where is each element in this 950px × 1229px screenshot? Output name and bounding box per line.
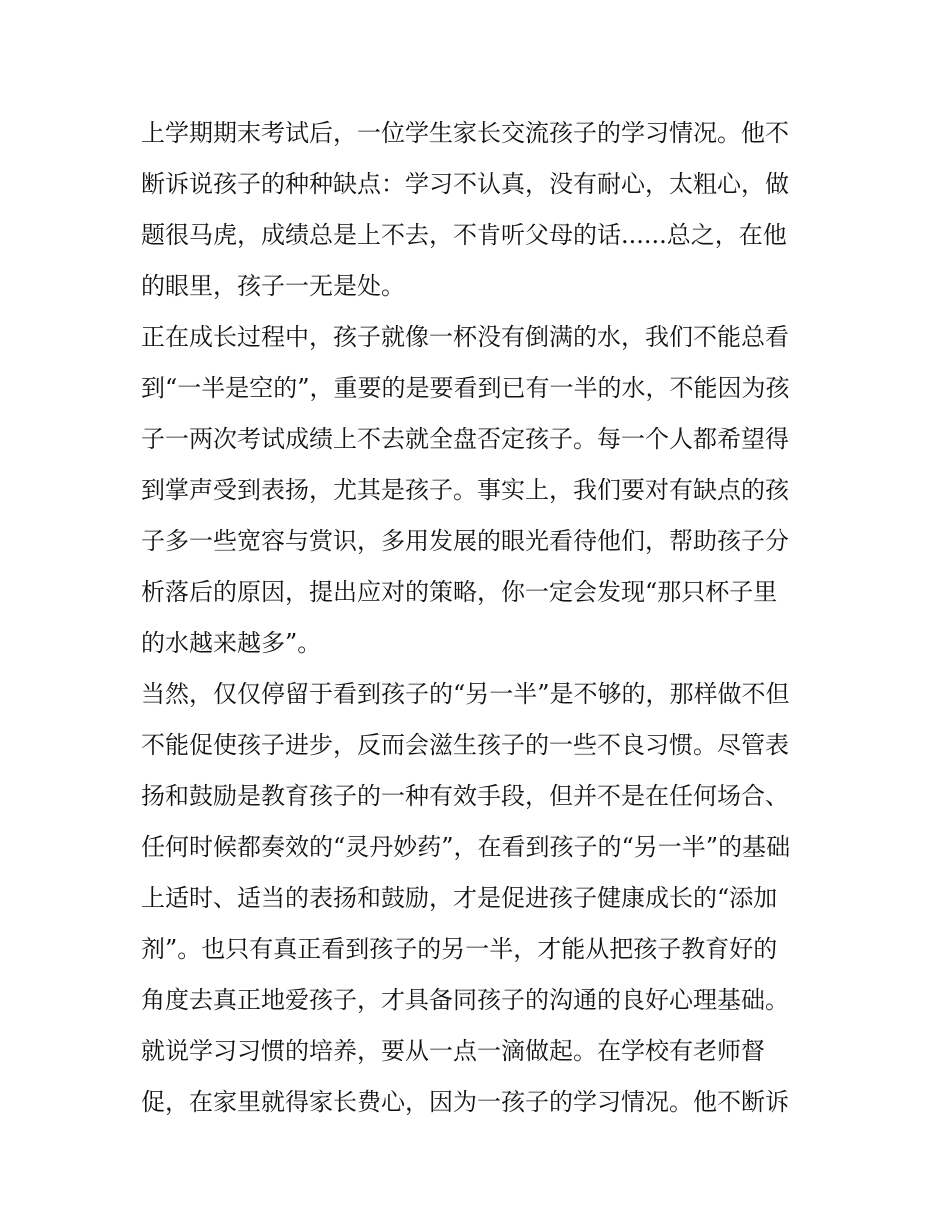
body-text	[141, 108, 821, 1128]
text-line: 上学期期末考试后，一位学生家长交流孩子的学习情况。他不	[141, 119, 789, 147]
text-line: 就说学习习惯的培养，要从一点一滴做起。在学校有老师督	[141, 1037, 765, 1065]
text-line: 到掌声受到表扬，尤其是孩子。事实上，我们要对有缺点的孩	[141, 476, 789, 504]
text-line: 上适时、适当的表扬和鼓励，才是促进孩子健康成长的“添加	[141, 884, 778, 912]
text-line: 扬和鼓励是教育孩子的一种有效手段，但并不是在任何场合、	[141, 782, 789, 810]
text-line: 当然，仅仅停留于看到孩子的“另一半”是不够的，那样做不但	[141, 680, 790, 708]
text-line: 析落后的原因，提出应对的策略，你一定会发现“那只杯子里	[141, 578, 778, 606]
text-line: 子一两次考试成绩上不去就全盘否定孩子。每一个人都希望得	[141, 425, 789, 453]
text-line: 子多一些宽容与赏识，多用发展的眼光看待他们，帮助孩子分	[141, 527, 789, 555]
text-line: 断诉说孩子的种种缺点：学习不认真，没有耐心，太粗心，做	[141, 170, 789, 198]
text-line: 题很马虎，成绩总是上不去，不肯听父母的话......总之，在他	[141, 221, 787, 249]
text-line: 角度去真正地爱孩子，才具备同孩子的沟通的良好心理基础。	[141, 986, 789, 1014]
text-line: 不能促使孩子进步，反而会滋生孩子的一些不良习惯。尽管表	[141, 731, 789, 759]
text-line: 的眼里，孩子一无是处。	[141, 272, 405, 300]
text-line: 的水越来越多”。	[141, 629, 322, 657]
text-line: 促，在家里就得家长费心，因为一孩子的学习情况。他不断诉	[141, 1088, 789, 1116]
text-line: 任何时候都奏效的“灵丹妙药”，在看到孩子的“另一半”的基础	[141, 833, 791, 861]
text-line: 到“一半是空的”，重要的是要看到已有一半的水，不能因为孩	[141, 374, 790, 402]
text-line: 剂”。也只有真正看到孩子的另一半，才能从把孩子教育好的	[141, 935, 778, 963]
text-line: 正在成长过程中，孩子就像一杯没有倒满的水，我们不能总看	[141, 323, 789, 351]
